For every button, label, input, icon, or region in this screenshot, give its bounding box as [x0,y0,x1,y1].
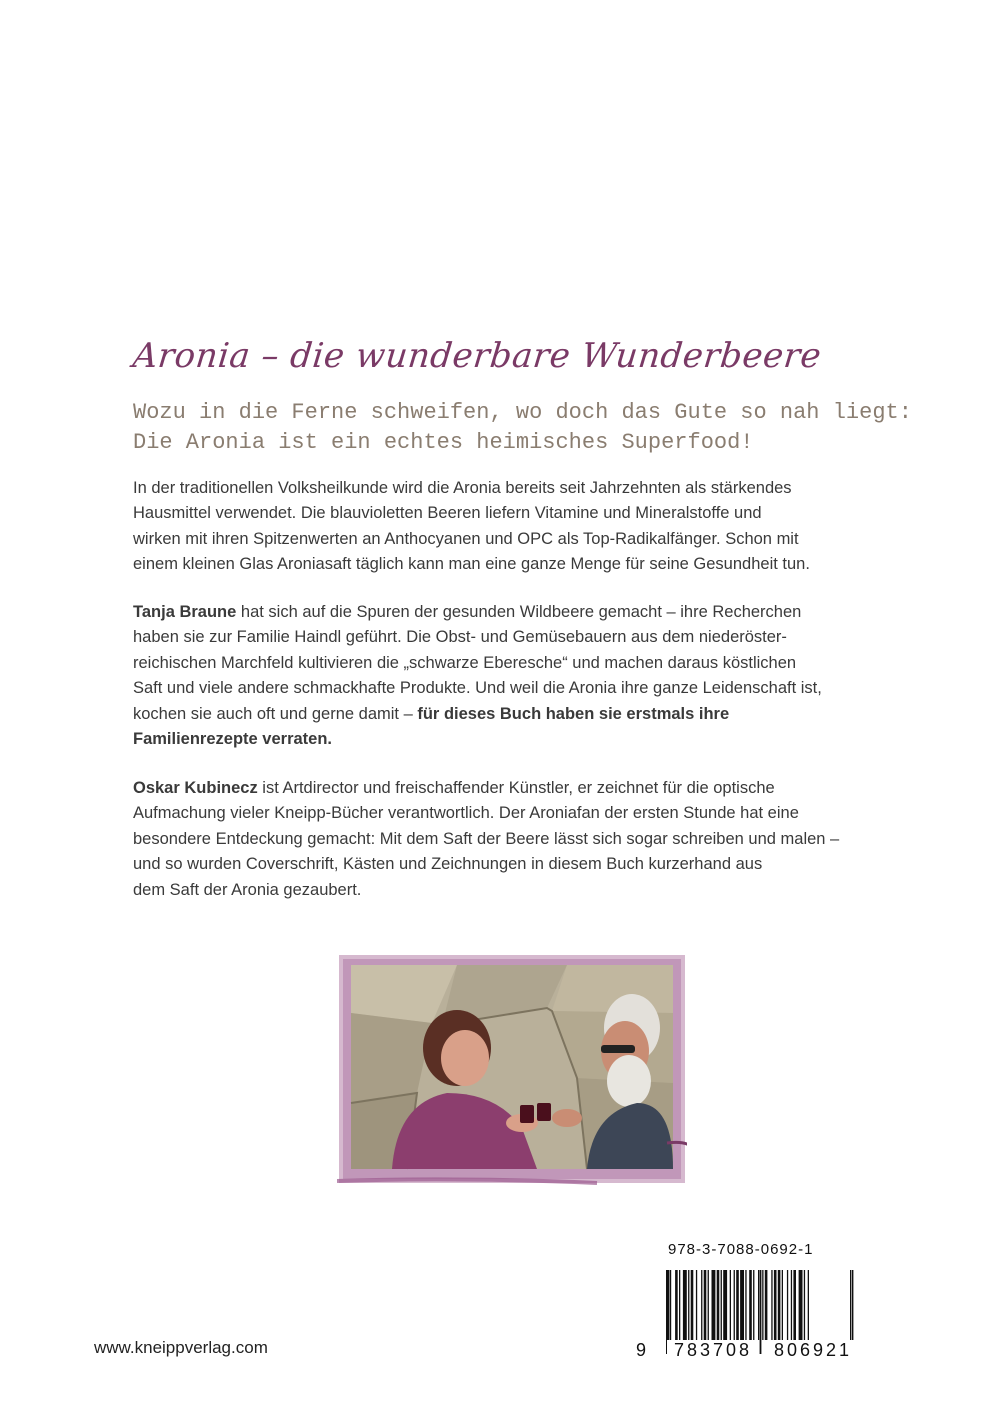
barcode-bar [791,1270,792,1340]
barcode-bar [745,1270,746,1340]
barcode-digits-right: 806921 [767,1340,859,1361]
juice-glass-right [537,1103,551,1121]
braune-line-4: Saft und viele andere schmackhafte Produkte. Und weil die Aronia ihre ganze Leidenschaft ist, [133,679,822,698]
barcode-bar [721,1270,722,1340]
kubinecz-line-2: Aufmachung vieler Kneipp-Bücher verantwortlich. Der Aroniafan der ersten Stunde hat eine [133,804,799,823]
barcode-bar [762,1270,763,1340]
barcode-bar [765,1270,768,1340]
intro-line-4: einem kleinen Glas Aroniasaft täglich kann man eine ganze Menge für seine Gesundheit tun. [133,555,810,574]
braune-line-2: haben sie zur Familie Haindl geführt. Die Obst- und Gemüsebauern aus dem niederöster- [133,628,787,647]
barcode-bar [701,1270,702,1340]
kubinecz-line-1-text: ist Artdirector und freischaffender Künstler, er zeichnet für die optische [257,779,775,797]
barcode-bar [675,1270,678,1340]
subhead-line-2: Die Aronia ist ein echtes heimisches Superfood! [133,430,754,455]
man-beard [607,1055,651,1107]
braune-line-5 [133,702,913,727]
barcode-bar [787,1270,788,1340]
barcode-bar [753,1270,754,1340]
book-headline: Aronia – die wunderbare Wunderbeere [130,336,824,376]
author-name-braune: Tanja Braune [133,603,237,621]
barcode-bar [708,1270,709,1340]
author-photo [337,953,687,1185]
author-photo-illustration [337,953,687,1185]
barcode-bar [723,1270,727,1340]
barcode-bar [793,1270,796,1340]
author-name-kubinecz: Oskar Kubinecz [133,779,258,797]
barcode-bar [717,1270,720,1340]
barcode-bar [774,1270,777,1340]
barcode-bar [683,1270,687,1340]
author-braune-paragraph [133,600,913,752]
braune-line-6: Familienrezepte verraten. [133,730,332,749]
barcode-bar [771,1270,772,1340]
subheadline [133,398,913,458]
author-kubinecz-paragraph [133,776,913,903]
braune-line-3: reichischen Marchfeld kultivieren die „schwarze Eberesche“ und machen daraus köstlichen [133,653,797,672]
barcode-bar [688,1270,689,1340]
barcode-digit-lead: 9 [636,1340,647,1360]
barcode-digits-left: 783708 [667,1340,759,1361]
braune-line-5-bold: für dieses Buch haben sie erstmals ihre [417,704,730,723]
barcode-bar [782,1270,783,1340]
barcode-bar [736,1270,739,1340]
kubinecz-line-1 [133,776,913,801]
barcode-bar [730,1270,731,1340]
barcode-bar [740,1270,744,1340]
barcode-bar [670,1270,671,1340]
intro-line-3: wirken mit ihren Spitzenwerten an Anthocyanen und OPC als Top-Radikalfänger. Schon mit [133,529,799,548]
barcode-bar [808,1270,809,1340]
subhead-line-1: Wozu in die Ferne schweifen, wo doch das Gute so nah liegt: [133,400,912,425]
braune-line-5-text: kochen sie auch oft und gerne damit – [133,704,418,723]
barcode-bar [704,1270,707,1340]
woman-face [441,1030,489,1086]
barcode-bar [679,1270,680,1340]
barcode-bar [691,1270,694,1340]
braune-line-1-text: hat sich auf die Spuren der gesunden Wildbeere gemacht – ihre Recherchen [236,603,802,621]
barcode-bar [734,1270,735,1340]
intro-paragraph [133,476,913,578]
kubinecz-line-5: dem Saft der Aronia gezaubert. [133,880,362,899]
barcode-bar [799,1270,803,1340]
barcode-bar [712,1270,716,1340]
barcode-digits [636,1338,876,1368]
isbn-number: 978-3-7088-0692-1 [668,1241,814,1258]
intro-line-2: Hausmittel verwendet. Die blauvioletten Beeren liefern Vitamine und Mineralstoffe und [133,504,762,523]
intro-line-1: In der traditionellen Volksheilkunde wird die Aronia bereits seit Jahrzehnten als stärkendes [133,479,792,497]
kubinecz-line-3: besondere Entdeckung gemacht: Mit dem Saft der Beere lässt sich sogar schreiben und malen – [133,829,840,848]
barcode-bar [804,1270,805,1340]
barcode-bar [696,1270,697,1340]
kubinecz-line-4: und so wurden Coverschrift, Kästen und Zeichnungen in diesem Buch kurzerhand aus [133,855,763,874]
braune-line-1 [133,600,913,625]
juice-glass-left [520,1105,534,1123]
barcode-bar [749,1270,752,1340]
publisher-website: www.kneippverlag.com [94,1338,268,1357]
barcode-bar [778,1270,781,1340]
